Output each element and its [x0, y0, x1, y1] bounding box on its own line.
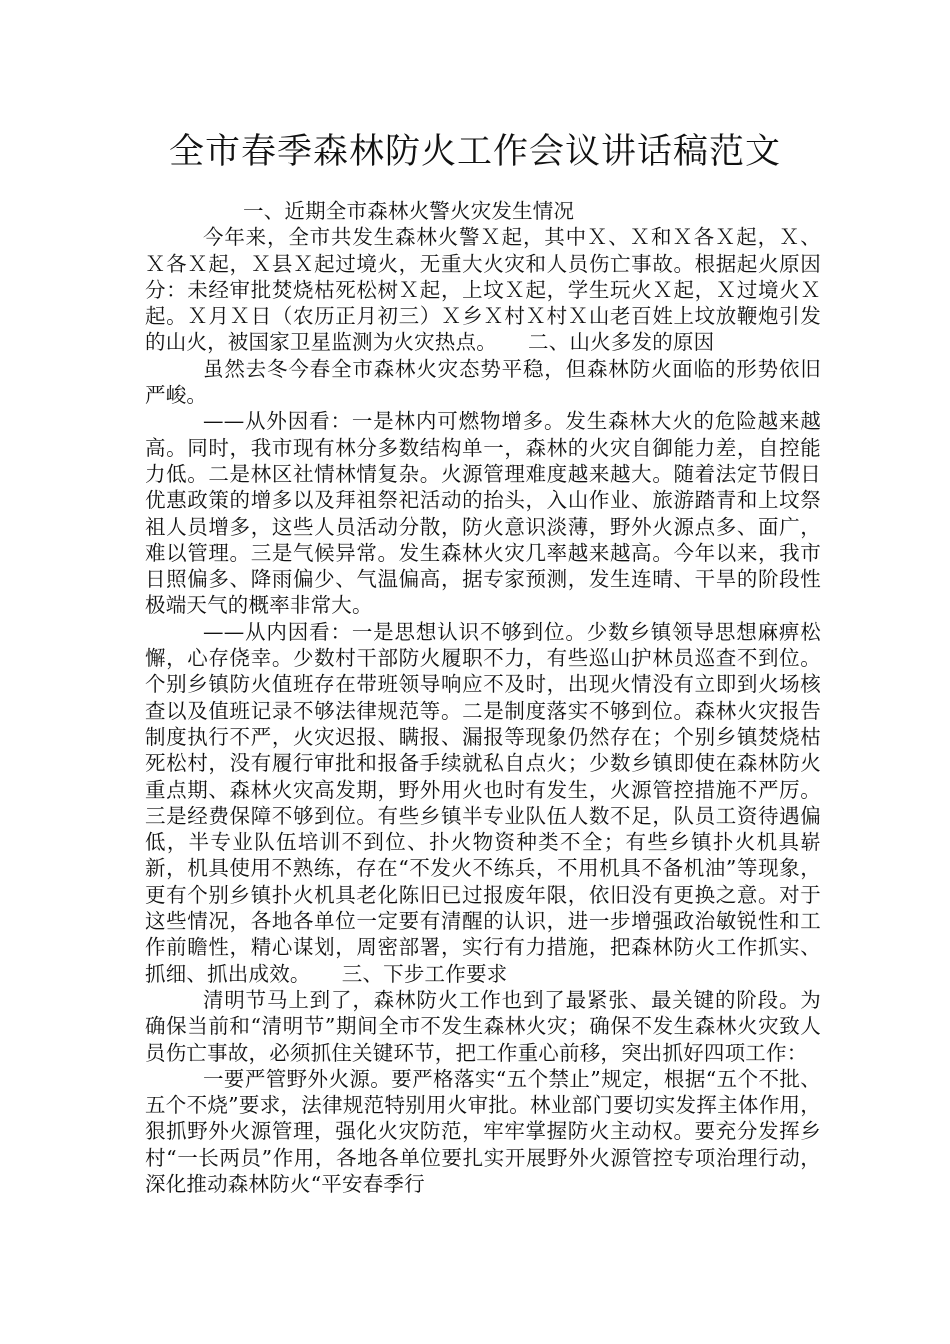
paragraph: 一要严管野外火源。要严格落实“五个禁止”规定，根据“五个不批、五个不烧”要求，法律规范特别用火审批。林业部门要切实发挥主体作用，狠抓野外火源管理，强化火灾防范，牢牢掌握防火主动权。要充分发挥乡村“一长两员”作用，各地各单位要扎实开展野外火源管控专项治理行动，深化推动森林防火“平安春季行	[145, 1066, 821, 1196]
document-body	[145, 198, 821, 1197]
document-title: 全市春季森林防火工作会议讲话稿范文	[168, 132, 781, 172]
paragraph: 清明节马上到了，森林防火工作也到了最紧张、最关键的阶段。为确保当前和“清明节”期间全市不发生森林火灾；确保不发生森林火灾致人员伤亡事故，必须抓住关键环节，把工作重心前移，突出抓好四项工作：	[145, 987, 821, 1065]
paragraph: ——从内因看：一是思想认识不够到位。少数乡镇领导思想麻痹松懈，心存侥幸。少数村干部防火履职不力，有些巡山护林员巡查不到位。个别乡镇防火值班存在带班领导响应不及时，出现火情没有立即到火场核查以及值班记录不够法律规范等。二是制度落实不够到位。森林火灾报告制度执行不严，火灾迟报、瞒报、漏报等现象仍然存在；个别乡镇焚烧枯死松村，没有履行审批和报备手续就私自点火；少数乡镇即使在森林防火重点期、森林火灾高发期，野外用火也时有发生，火源管控措施不严厉。三是经费保障不够到位。有些乡镇半专业队伍人数不足，队员工资待遇偏低，半专业队伍培训不到位、扑火物资种类不全；有些乡镇扑火机具崭新，机具使用不熟练，存在“不发火不练兵，不用机具不备机油”等现象，更有个别乡镇扑火机具老化陈旧已过报废年限，依旧没有更换之意。对于这些情况，各地各单位一定要有清醒的认识，进一步增强政治敏锐性和工作前瞻性，精心谋划，周密部署，实行有力措施，把森林防火工作抓实、抓细、抓出成效。 三、下步工作要求	[145, 619, 821, 986]
paragraph: 今年来，全市共发生森林火警Ｘ起，其中Ｘ、Ｘ和Ｘ各Ｘ起，Ｘ、Ｘ各Ｘ起，Ｘ县Ｘ起过境火，无重大火灾和人员伤亡事故。根据起火原因分：未经审批焚烧枯死松树Ｘ起，上坟Ｘ起，学生玩火Ｘ起，Ｘ过境火Ｘ起。Ｘ月Ｘ日（农历正月初三）Ｘ乡Ｘ村Ｘ村Ｘ山老百姓上坟放鞭炮引发的山火，被国家卫星监测为火灾热点。 二、山火多发的原因	[145, 225, 821, 355]
paragraph: 虽然去冬今春全市森林火灾态势平稳，但森林防火面临的形势依旧严峻。	[145, 356, 821, 408]
section-heading: 一、近期全市森林火警火灾发生情况	[243, 199, 575, 223]
paragraph: ——从外因看：一是林内可燃物增多。发生森林大火的危险越来越高。同时，我市现有林分多数结构单一，森林的火灾自御能力差，自控能力低。二是林区社情林情复杂。火源管理难度越来越大。随着法定节假日优惠政策的增多以及拜祖祭祀活动的抬头，入山作业、旅游踏青和上坟祭祖人员增多，这些人员活动分散，防火意识淡薄，野外火源点多、面广，难以管理。三是气候异常。发生森林火灾几率越来越高。今年以来，我市日照偏多、降雨偏少、气温偏高，据专家预测，发生连晴、干旱的阶段性极端天气的概率非常大。	[145, 409, 821, 618]
